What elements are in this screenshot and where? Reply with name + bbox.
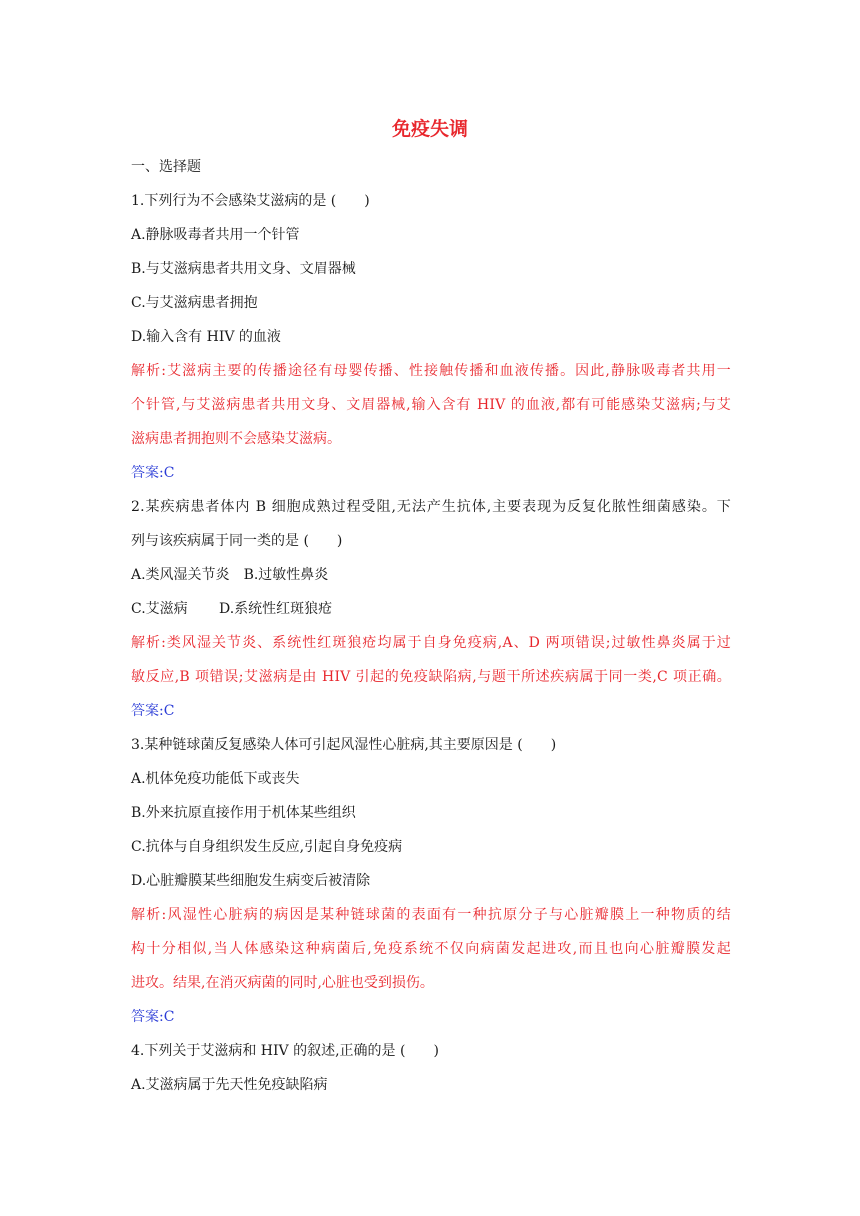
- option-c: C.与艾滋病患者拥抱: [131, 295, 258, 311]
- answer: 答案:C: [131, 465, 175, 481]
- option-d: D.系统性红斑狼疮: [219, 601, 333, 617]
- option-a: A.艾滋病属于先天性免疫缺陷病: [131, 1077, 328, 1093]
- analysis-line-2: 个针管,与艾滋病患者共用文身、文眉器械,输入含有 HIV 的血液,都有可能感染艾滋病;与艾: [131, 397, 731, 413]
- analysis: [131, 626, 731, 694]
- question-stem-line-2: 列与该疾病属于同一类的是 ( ): [131, 533, 343, 549]
- analysis-text: 类风湿关节炎、系统性红斑狼疮均属于自身免疫病,A、D 两项错误;过敏性鼻炎属于过: [166, 635, 731, 651]
- option-b: B.过敏性鼻炎: [243, 567, 329, 583]
- option-a: A.类风湿关节炎: [131, 567, 230, 583]
- option-row-2: [131, 592, 731, 626]
- option-a: A.机体免疫功能低下或丧失: [131, 771, 300, 787]
- question-4: [131, 1034, 731, 1102]
- analysis-line-3: 滋病患者拥抱则不会感染艾滋病。: [131, 431, 341, 447]
- option-d: D.输入含有 HIV 的血液: [131, 329, 281, 345]
- option-a: A.静脉吸毒者共用一个针管: [131, 227, 300, 243]
- analysis-line-2: 构十分相似,当人体感染这种病菌后,免疫系统不仅向病菌发起进攻,而且也向心脏瓣膜发起: [131, 941, 731, 957]
- analysis-line-1: [131, 354, 731, 388]
- page-title: 免疫失调: [391, 118, 468, 140]
- section-heading: [131, 150, 731, 184]
- option-d: D.心脏瓣膜某些细胞发生病变后被清除: [131, 873, 371, 889]
- analysis: [131, 354, 731, 456]
- analysis-label: 解析:: [131, 635, 167, 651]
- analysis: [131, 898, 731, 1000]
- question-2: [131, 490, 731, 728]
- analysis-line-1: [131, 626, 731, 660]
- option-c: C.抗体与自身组织发生反应,引起自身免疫病: [131, 839, 403, 855]
- analysis-text: 风湿性心脏病的病因是某种链球菌的表面有一种抗原分子与心脏瓣膜上一种物质的结: [166, 907, 731, 923]
- question-stem: 1.下列行为不会感染艾滋病的是 ( ): [131, 193, 370, 209]
- answer: 答案:C: [131, 1009, 175, 1025]
- question-stem: 3.某种链球菌反复感染人体可引起风湿性心脏病,其主要原因是 ( ): [131, 737, 557, 753]
- option-c: C.艾滋病: [131, 601, 188, 617]
- question-1: [131, 184, 731, 490]
- analysis-text: 艾滋病主要的传播途径有母婴传播、性接触传播和血液传播。因此,静脉吸毒者共用一: [166, 363, 731, 379]
- question-stem: 4.下列关于艾滋病和 HIV 的叙述,正确的是 ( ): [131, 1043, 439, 1059]
- option-row-1: [131, 558, 731, 592]
- question-3: [131, 728, 731, 1034]
- section-heading-text: 一、选择题: [131, 159, 201, 175]
- answer: 答案:C: [131, 703, 175, 719]
- analysis-label: 解析:: [131, 363, 167, 379]
- analysis-label: 解析:: [131, 907, 167, 923]
- analysis-line-1: [131, 898, 731, 932]
- option-b: B.外来抗原直接作用于机体某些组织: [131, 805, 356, 821]
- option-b: B.与艾滋病患者共用文身、文眉器械: [131, 261, 356, 277]
- question-stem-line-1: 2.某疾病患者体内 B 细胞成熟过程受阻,无法产生抗体,主要表现为反复化脓性细菌感染。下: [131, 499, 731, 515]
- analysis-line-3: 进攻。结果,在消灭病菌的同时,心脏也受到损伤。: [131, 975, 434, 991]
- analysis-line-2: 敏反应,B 项错误;艾滋病是由 HIV 引起的免疫缺陷病,与题干所述疾病属于同一类,C 项正确。: [131, 669, 731, 685]
